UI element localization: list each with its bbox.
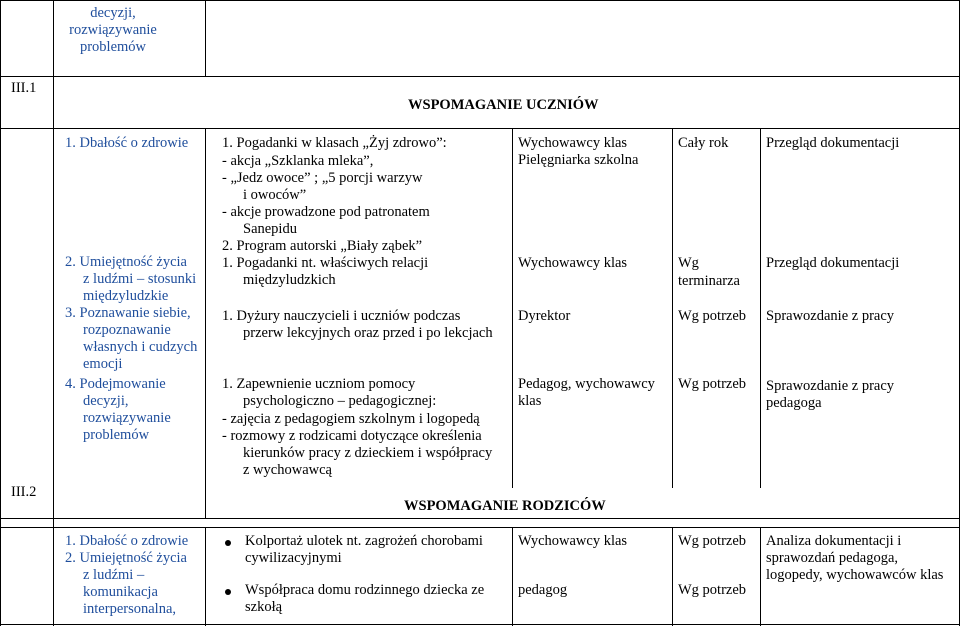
activity-line: 1. Pogadanki w klasach „Żyj zdrowo”: — [222, 135, 447, 151]
activity-line: - zajęcia z pedagogiem szkolnym i logopedą — [222, 411, 480, 427]
responsible-line: Dyrektor — [518, 308, 571, 324]
evaluation-line: pedagoga — [766, 395, 822, 411]
activity-line: 2. Program autorski „Biały ząbek” — [222, 238, 423, 254]
deadline-line: Wg — [678, 255, 699, 271]
section-header-students: WSPOMAGANIE UCZNIÓW — [408, 97, 599, 113]
activity-line: kierunków pracy z dzieckiem i współpracy — [243, 445, 493, 461]
table-border — [0, 0, 1, 626]
evaluation-line: Przegląd dokumentacji — [766, 135, 900, 151]
goal-line: decyzji, — [83, 393, 129, 409]
goal-line: interpersonalna, — [83, 601, 177, 617]
table-border — [0, 527, 960, 528]
table-border — [760, 527, 761, 626]
activity-line: 1. Dyżury nauczycieli i uczniów podczas — [222, 308, 461, 324]
activity-line: przerw lekcyjnych oraz przed i po lekcjach — [243, 325, 493, 341]
responsible-line: Wychowawcy klas — [518, 533, 628, 549]
top-cell-line: decyzji, — [90, 5, 136, 21]
table-border — [0, 76, 960, 77]
responsible-line: Wychowawcy klas — [518, 255, 628, 271]
activity-line: - akcje prowadzone pod patronatem — [222, 204, 430, 220]
goal-line: międzyludzkie — [83, 288, 169, 304]
activity-line: Kolportaż ulotek nt. zagrożeń chorobami — [245, 533, 483, 549]
table-border — [0, 0, 960, 1]
goal-line: 2. Umiejętność życia — [65, 550, 187, 566]
goal-line: 1. Dbałość o zdrowie — [65, 135, 189, 151]
bullet-icon — [225, 540, 231, 546]
activity-line: szkołą — [245, 599, 283, 615]
goal-line: z ludźmi – — [83, 567, 145, 583]
activity-line: - akcja „Szklanka mleka”, — [222, 153, 374, 169]
deadline-line: Wg potrzeb — [678, 533, 747, 549]
table-border — [760, 128, 761, 488]
goal-line: 2. Umiejętność życia — [65, 254, 187, 270]
activity-line: Sanepidu — [243, 221, 297, 237]
goal-line: 4. Podejmowanie — [65, 376, 166, 392]
evaluation-line: logopedy, wychowawców klas — [766, 567, 944, 583]
activity-line: cywilizacyjnymi — [245, 550, 342, 566]
evaluation-line: sprawozdań pedagoga, — [766, 550, 899, 566]
goal-line: 1. Dbałość o zdrowie — [65, 533, 189, 549]
goal-line: z ludźmi – stosunki — [83, 271, 197, 287]
goal-line: 3. Poznawanie siebie, — [65, 305, 191, 321]
activity-line: - rozmowy z rodzicami dotyczące określenia — [222, 428, 482, 444]
activity-line: psychologiczno – pedagogicznej: — [243, 393, 437, 409]
deadline-line: Wg potrzeb — [678, 308, 747, 324]
table-border — [512, 527, 513, 626]
activity-line: 1. Zapewnienie uczniom pomocy — [222, 376, 416, 392]
activity-line: Współpraca domu rodzinnego dziecka ze — [245, 582, 485, 598]
activity-line: i owoców” — [243, 187, 307, 203]
deadline-line: Cały rok — [678, 135, 729, 151]
top-cell-line: rozwiązywanie — [69, 22, 157, 38]
deadline-line: Wg potrzeb — [678, 376, 747, 392]
evaluation-line: Analiza dokumentacji i — [766, 533, 902, 549]
section-header-parents: WSPOMAGANIE RODZICÓW — [404, 498, 606, 514]
responsible-line: Wychowawcy klas — [518, 135, 628, 151]
activity-line: - „Jedz owoce” ; „5 porcji warzyw — [222, 170, 423, 186]
evaluation-line: Sprawozdanie z pracy — [766, 308, 895, 324]
activity-line: międzyludzkich — [243, 272, 336, 288]
goal-line: problemów — [83, 427, 150, 443]
responsible-line: Pedagog, wychowawcy — [518, 376, 655, 392]
activity-line: 1. Pogadanki nt. właściwych relacji — [222, 255, 429, 271]
bullet-icon — [225, 589, 231, 595]
goal-line: komunikacja — [83, 584, 158, 600]
evaluation-line: Przegląd dokumentacji — [766, 255, 900, 271]
table-border — [672, 527, 673, 626]
top-cell-line: problemów — [79, 39, 147, 55]
section-id: III.1 — [11, 80, 37, 96]
table-border — [53, 0, 54, 626]
responsible-line: klas — [518, 393, 542, 409]
table-border — [205, 527, 206, 626]
goal-line: rozwiązywanie — [83, 410, 171, 426]
table-border — [0, 128, 960, 129]
deadline-line: Wg potrzeb — [678, 582, 747, 598]
section-id: III.2 — [11, 484, 37, 500]
table-border — [512, 128, 513, 488]
goal-line: emocji — [83, 356, 123, 372]
activity-line: z wychowawcą — [243, 462, 332, 478]
table-border — [0, 518, 960, 519]
deadline-line: terminarza — [678, 273, 740, 289]
table-border — [672, 128, 673, 488]
responsible-line: Pielęgniarka szkolna — [518, 152, 639, 168]
goal-line: własnych i cudzych — [83, 339, 198, 355]
table-border — [0, 624, 960, 625]
table-border — [205, 0, 206, 76]
responsible-line: pedagog — [518, 582, 568, 598]
table-border — [205, 128, 206, 518]
goal-line: rozpoznawanie — [83, 322, 171, 338]
evaluation-line: Sprawozdanie z pracy — [766, 378, 895, 394]
